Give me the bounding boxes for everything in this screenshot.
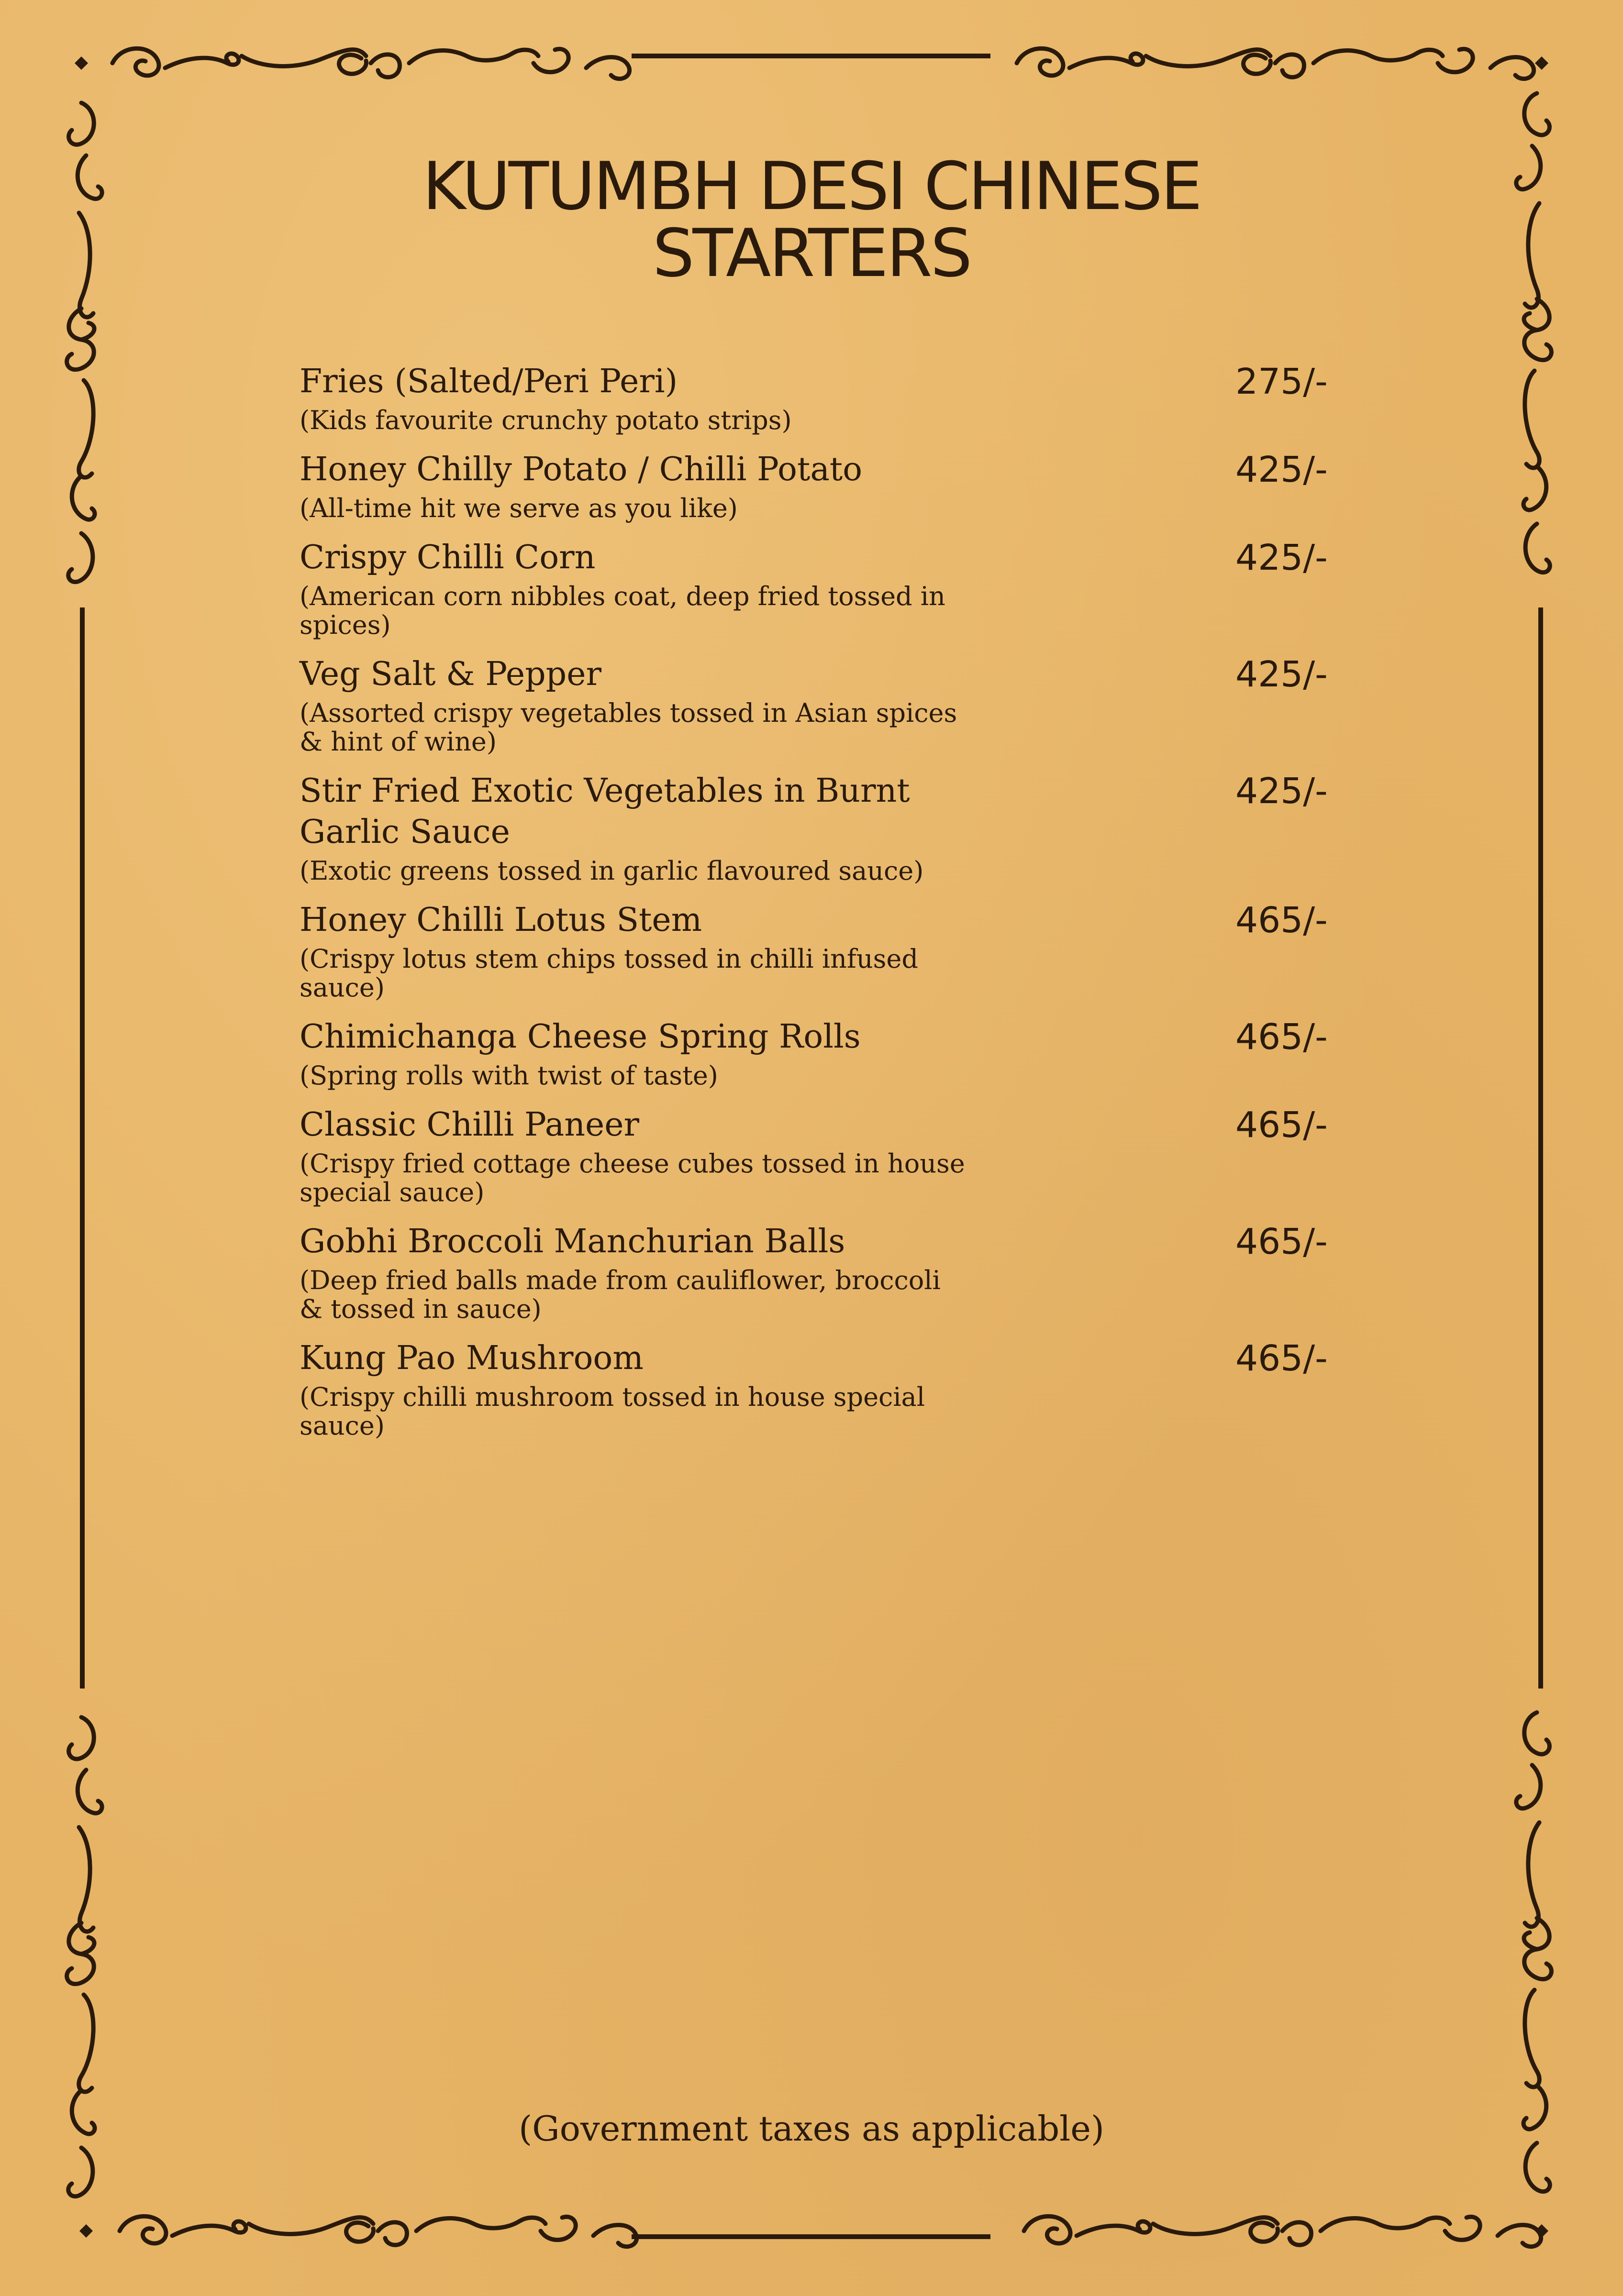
item-price: 425/-	[1235, 537, 1328, 578]
item-name: Honey Chilli Lotus Stem	[300, 901, 702, 939]
item-price: 425/-	[1235, 654, 1328, 695]
menu-item	[300, 654, 1343, 756]
item-name: Chimichanga Cheese Spring Rolls	[300, 1018, 861, 1056]
item-price: 465/-	[1235, 1221, 1328, 1262]
menu-item	[300, 1221, 1343, 1324]
item-description: (American corn nibbles coat, deep fried tossed in spices)	[300, 581, 945, 640]
menu-item	[300, 361, 1343, 435]
menu-item	[300, 1016, 1343, 1090]
menu-title-line-1: KUTUMBH DESI CHINESE	[422, 148, 1201, 225]
item-description: (All-time hit we serve as you like)	[300, 493, 738, 523]
item-description: (Spring rolls with twist of taste)	[300, 1060, 718, 1091]
item-description: (Kids favourite crunchy potato strips)	[300, 405, 792, 435]
item-price: 465/-	[1235, 1016, 1328, 1058]
item-price: 425/-	[1235, 771, 1328, 812]
item-description: (Exotic greens tossed in garlic flavoured sauce)	[300, 856, 924, 886]
item-description: (Crispy chilli mushroom tossed in house special sauce)	[300, 1382, 925, 1441]
item-name: Stir Fried Exotic Vegetables in Burnt Garlic Sauce	[300, 772, 910, 851]
item-price: 275/-	[1235, 361, 1328, 402]
item-description: (Crispy lotus stem chips tossed in chilli infused sauce)	[300, 944, 918, 1003]
item-description: (Assorted crispy vegetables tossed in Asian spices & hint of wine)	[300, 698, 957, 757]
menu-title	[0, 148, 1623, 292]
item-name: Veg Salt & Pepper	[300, 655, 601, 693]
item-name: Crispy Chilli Corn	[300, 539, 596, 576]
tax-note: (Government taxes as applicable)	[519, 2108, 1104, 2149]
item-name: Gobhi Broccoli Manchurian Balls	[300, 1223, 845, 1260]
menu-item-list	[300, 361, 1343, 1455]
item-price: 425/-	[1235, 449, 1328, 490]
item-name: Fries (Salted/Peri Peri)	[300, 363, 678, 400]
item-price: 465/-	[1235, 900, 1328, 941]
menu-item	[300, 449, 1343, 523]
item-name: Honey Chilly Potato / Chilli Potato	[300, 451, 863, 488]
menu-title-line-2: STARTERS	[652, 215, 971, 292]
menu-item	[300, 771, 1343, 885]
menu-item	[300, 1338, 1343, 1440]
item-name: Kung Pao Mushroom	[300, 1339, 644, 1377]
menu-item	[300, 1104, 1343, 1207]
item-name: Classic Chilli Paneer	[300, 1106, 640, 1144]
menu-item	[300, 537, 1343, 640]
item-description: (Deep fried balls made from cauliflower, broccoli & tossed in sauce)	[300, 1265, 941, 1324]
item-description: (Crispy fried cottage cheese cubes tossed in house special sauce)	[300, 1148, 965, 1207]
menu-item	[300, 900, 1343, 1002]
item-price: 465/-	[1235, 1338, 1328, 1379]
item-price: 465/-	[1235, 1104, 1328, 1146]
